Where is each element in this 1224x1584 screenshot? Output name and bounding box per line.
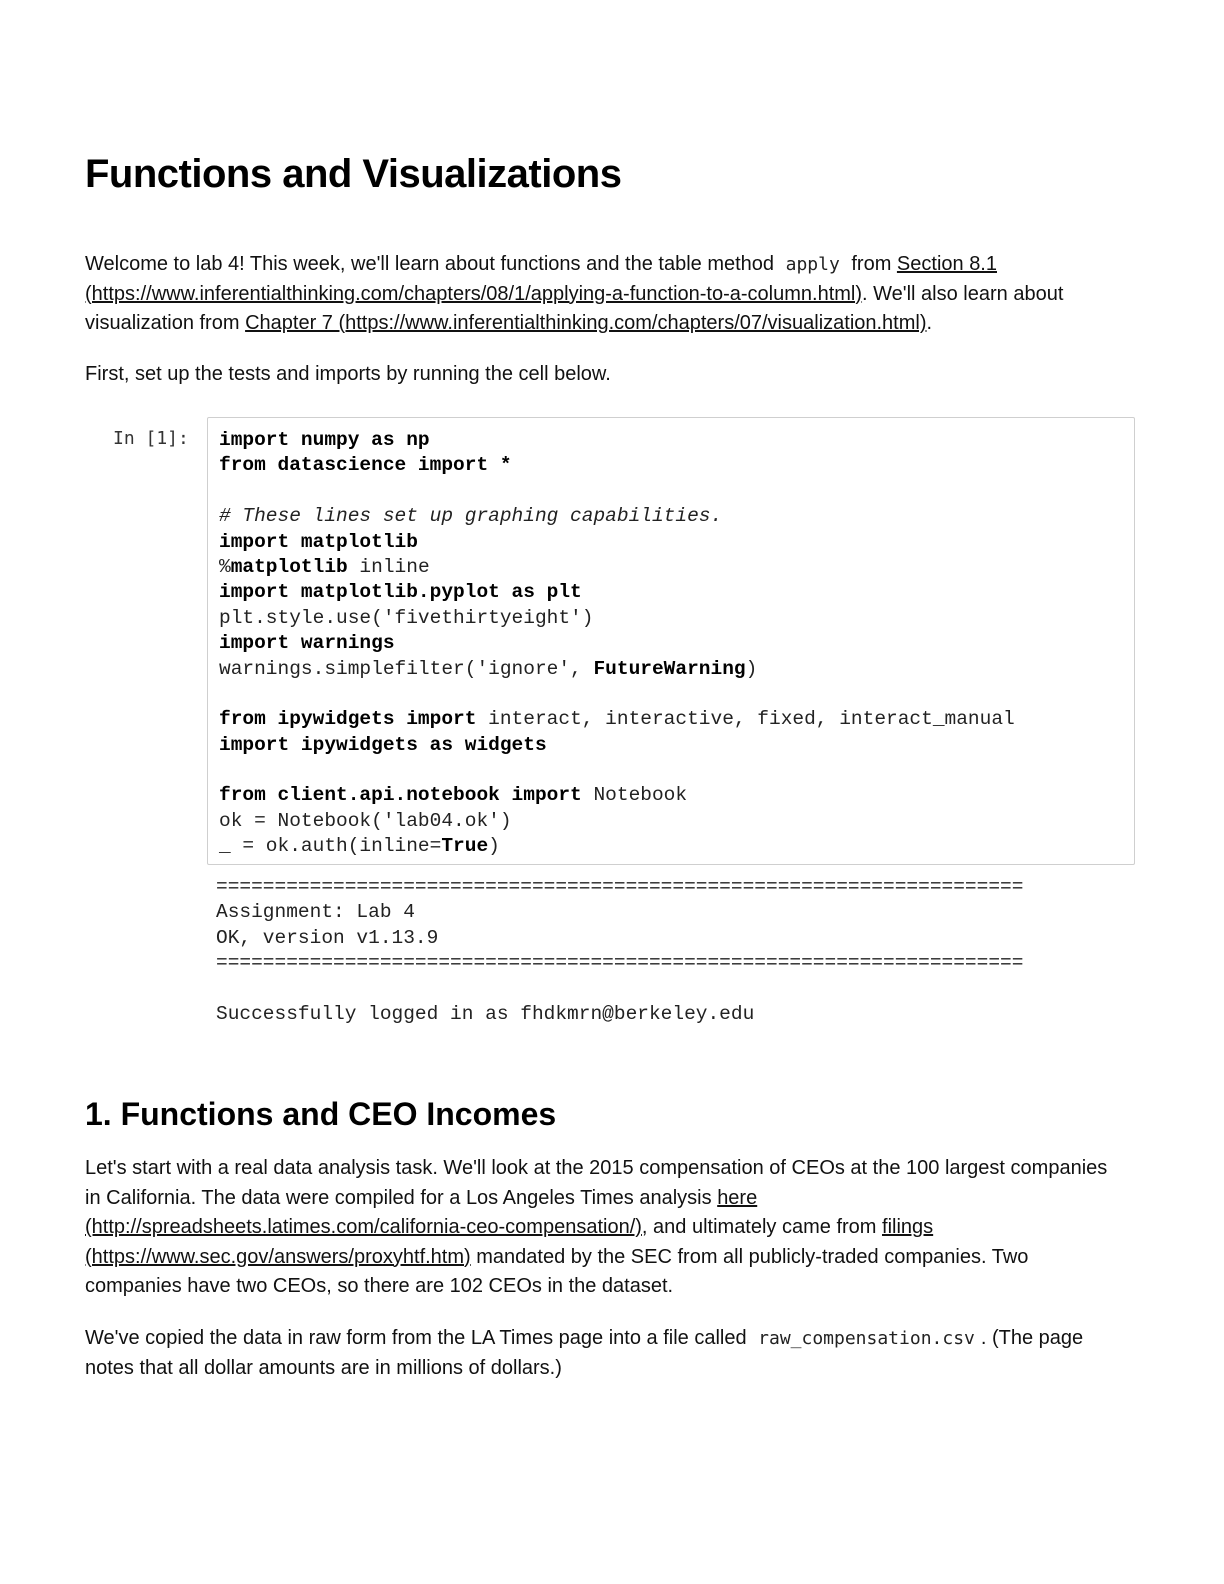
code-token: Notebook (581, 784, 688, 807)
code-token: % (219, 555, 231, 578)
section-text-a: Let's start with a real data analysis task. We'll look at the 2015 compensation of CEOs at the 100 largest companies in California. The data were compiled for a Los Angeles Times analysis (85, 1157, 1108, 1209)
section-heading: 1. Functions and CEO Incomes (85, 1096, 557, 1132)
inline-code-filename: raw_compensation.csv (758, 1328, 975, 1349)
output-line: Successfully logged in as fhdkmrn@berkeley.edu (216, 1002, 755, 1025)
code-line (219, 707, 1134, 732)
output-line (216, 977, 1116, 1002)
intro-text-a: Welcome to lab 4! This week, we'll learn about functions and the table method (85, 253, 775, 275)
link-latimes[interactable]: here (http://spreadsheets.latimes.com/california-ceo-compensation/) (85, 1186, 758, 1238)
code-line (219, 504, 1134, 529)
link-section-8-1[interactable]: Section 8.1 (https://www.inferentialthinking.com/chapters/08/1/applying-a-function-to-a-column.html) (85, 253, 997, 305)
code-line (219, 606, 1134, 631)
code-token: import matplotlib (219, 530, 418, 553)
code-token: inline (347, 555, 430, 578)
code-token: FutureWarning (593, 657, 746, 680)
inline-code-apply: apply (785, 254, 840, 275)
output-line: OK, version v1.13.9 (216, 926, 439, 949)
code-line (219, 834, 1134, 859)
code-line (219, 733, 1134, 758)
setup-paragraph: First, set up the tests and imports by running the cell below. (85, 363, 611, 385)
code-line (219, 758, 1134, 783)
cell-output (216, 875, 1116, 1027)
code-token: _ = ok.auth(inline= (219, 835, 442, 858)
code-token: True (441, 835, 489, 858)
code-line (219, 580, 1134, 605)
code-token: import numpy as np (219, 429, 430, 451)
code-token: plt.style.use('fivethirtyeight') (219, 606, 594, 629)
intro-paragraph (85, 250, 1125, 339)
output-line: Assignment: Lab 4 (216, 901, 415, 924)
code-token: * (488, 454, 512, 477)
intro-text-d: . (926, 312, 933, 334)
code-line (219, 453, 1134, 478)
section-paragraph-1 (85, 1154, 1125, 1302)
code-line (219, 479, 1134, 504)
intro-text-c: . We'll also learn about visualization from (85, 282, 1064, 334)
code-line (219, 783, 1134, 808)
code-token: matplotlib (230, 555, 348, 578)
code-line (219, 657, 1134, 682)
code-token: from ipywidgets import (219, 708, 477, 731)
code-token: interact, interactive, fixed, interact_manual (476, 708, 1015, 731)
code-token: ) (488, 835, 500, 858)
code-line (219, 682, 1134, 707)
code-token: warnings.simplefilter('ignore', (219, 657, 594, 680)
code-token: from client.api.notebook import (219, 784, 582, 807)
page-title: Functions and Visualizations (85, 152, 622, 196)
output-line: ===================================================================== (216, 952, 1024, 975)
code-cell[interactable] (207, 417, 1135, 865)
section-text-e: . (The page notes that all dollar amounts are in millions of dollars.) (85, 1327, 1084, 1379)
code-token: ok = Notebook('lab04.ok') (219, 809, 512, 832)
section-text-b: , and ultimately came from (641, 1216, 877, 1238)
intro-text-b: from (851, 253, 892, 275)
link-sec-filings[interactable]: filings (https://www.sec.gov/answers/proxyhtf.htm) (85, 1216, 934, 1268)
code-line (219, 631, 1134, 656)
code-token: import ipywidgets as widgets (219, 733, 547, 756)
code-line (219, 530, 1134, 555)
code-line (219, 428, 1134, 453)
code-token: import warnings (219, 632, 395, 655)
section-text-d: We've copied the data in raw form from the LA Times page into a file called (85, 1327, 747, 1349)
section-text-c: mandated by the SEC from all publicly-traded companies. Two companies have two CEOs, so there are 102 CEOs in the dataset. (85, 1245, 1029, 1297)
code-line (219, 555, 1134, 580)
code-token: # These lines set up graphing capabilities. (219, 505, 723, 528)
cell-prompt: In [1]: (113, 428, 189, 449)
code-token: import matplotlib.pyplot as plt (219, 581, 582, 604)
code-token: from datascience import (219, 454, 489, 477)
code-line (219, 809, 1134, 834)
section-paragraph-2 (85, 1324, 1125, 1383)
link-chapter-7[interactable]: Chapter 7 (https://www.inferentialthinking.com/chapters/07/visualization.html) (245, 312, 927, 334)
code-token: ) (745, 657, 758, 680)
output-line: ===================================================================== (216, 876, 1024, 898)
